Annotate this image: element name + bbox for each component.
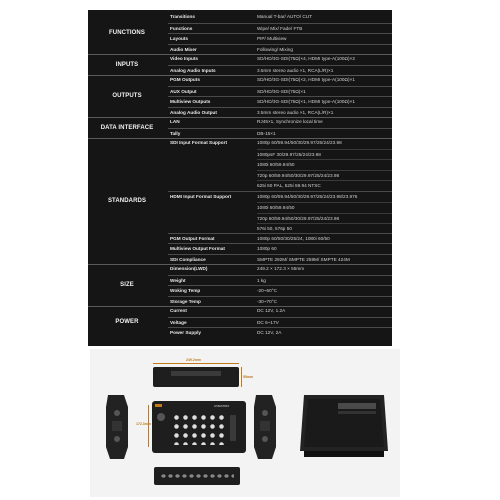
- spec-label: PGM Outputs: [170, 77, 200, 82]
- spec-label: Transitions: [170, 14, 196, 19]
- spec-row: [168, 12, 392, 23]
- depth-dimension-label: 172.3mm: [136, 422, 151, 426]
- spec-row: [168, 264, 392, 275]
- spec-label: Weight: [170, 277, 186, 283]
- section-title: OUTPUTS: [112, 93, 142, 99]
- spec-row: [168, 306, 392, 317]
- spec-value: 1080p 60/50/30/25/24, 1080i 60/50: [257, 235, 330, 241]
- spec-table: [88, 10, 392, 346]
- spec-value: 249.2 × 172.3 × 55mm: [257, 266, 305, 271]
- front-port-strip: [171, 371, 221, 376]
- jog-knob: [157, 413, 165, 421]
- spec-label: Multiview Output Format: [170, 246, 225, 251]
- section-title: DATA INTERFACE: [100, 124, 154, 131]
- section-title: POWER: [115, 318, 139, 325]
- spec-value: Wipe/ Mix/ Fade/ FTB: [257, 25, 303, 31]
- spec-label: Current: [170, 308, 187, 313]
- section-title: INPUTS: [115, 61, 139, 68]
- spec-row: [168, 327, 392, 339]
- spec-label: Analog Audio Output: [170, 109, 217, 115]
- spec-label: Tally: [170, 130, 181, 136]
- section-title: STANDARDS: [107, 198, 147, 204]
- spec-label: Video Inputs: [170, 56, 199, 61]
- spec-value: 720p 60/59.94/50/30/29.97/25/24/23.98: [257, 213, 392, 225]
- product-drawing: [90, 349, 400, 497]
- orange-accent: [155, 404, 162, 407]
- spec-value: -30~70°C: [257, 298, 277, 304]
- spec-row: [168, 75, 392, 86]
- spec-value: 3.5mm stereo audio ×1, RCA(L/R)×1: [257, 109, 334, 115]
- spec-label: Layouts: [170, 36, 188, 41]
- spec-label: HDMI Input Format Support: [170, 193, 232, 199]
- width-dimension-line: [153, 363, 239, 364]
- spec-value: 1 kg: [257, 277, 266, 283]
- brand-logo: AVMATRIX: [214, 404, 230, 408]
- spec-label: Audio Mixer: [170, 46, 197, 52]
- spec-label: SDI Compliance: [170, 256, 206, 262]
- device-right-side-view: [252, 393, 278, 461]
- section-title: SIZE: [120, 282, 134, 288]
- height-dimension-line: [241, 367, 242, 387]
- spec-value: 3.5mm stereo audio ×1, RCA(L/R)×1: [257, 67, 334, 73]
- spec-value: 576i 50, 576p 50: [257, 223, 392, 235]
- spec-row: [168, 54, 392, 65]
- section-title: FUNCTIONS: [109, 30, 145, 36]
- spec-value: 1080p 60/59.94/50/30/29.97/25/24/23.98/23.976: [257, 193, 358, 199]
- spec-row: [168, 117, 392, 128]
- spec-label: Analog Audio Inputs: [170, 67, 216, 73]
- spec-row: [168, 191, 392, 234]
- spec-label: PGM Output Format: [170, 235, 215, 241]
- spec-value: SD/HD/3G-SDI(75Ω)×2, HDMI type-A(100Ω)×1: [257, 77, 355, 82]
- spec-value: Following/ Mixing: [257, 46, 293, 52]
- spec-value: 1080i 60/59.94/50: [257, 202, 392, 214]
- spec-label: SDI Input Format Support: [170, 140, 228, 145]
- spec-value: SD/HD/3G-SDI(75Ω)×1, HDMI type-A(100Ω)×1: [257, 99, 355, 104]
- spec-value: PIP/ Multiview: [257, 36, 287, 41]
- spec-value: DC 12V, 2A: [257, 330, 282, 335]
- spec-row: [168, 138, 392, 191]
- device-front-view: [153, 367, 239, 387]
- spec-value: 720p 60/59.94/50/30/29.97/25/24/23.98: [257, 170, 392, 182]
- spec-label: Functions: [170, 25, 193, 31]
- spec-label: LAN: [170, 119, 180, 124]
- device-top-view: [152, 401, 246, 453]
- height-dimension-label: 55mm: [243, 375, 254, 379]
- spec-label: AUX Output: [170, 88, 197, 94]
- device-left-side-view: [104, 393, 130, 461]
- spec-label: Voltage: [170, 319, 187, 325]
- spec-label: Storage Temp: [170, 298, 201, 304]
- spec-value: 1080p 60/59.94/50/30/29.97/25/24/23.98: [257, 140, 342, 145]
- tbar-slider: [230, 415, 236, 441]
- spec-value: SD/HD/3G-SDI(75Ω)×1: [257, 88, 306, 94]
- rear-connector-strip: [160, 473, 234, 479]
- spec-value: DC 12V, 1.2A: [257, 308, 286, 313]
- spec-label: Power Supply: [170, 330, 201, 335]
- spec-label: Multiview Outputs: [170, 99, 211, 104]
- device-rear-view: [154, 467, 240, 485]
- spec-value: RJ45×1, Synchronize local time: [257, 119, 323, 124]
- spec-value: -20~60°C: [257, 288, 277, 293]
- spec-label: Woking Temp: [170, 288, 201, 293]
- spec-label: Dimension(LWD): [170, 266, 208, 271]
- spec-value: SMPTE 292M/ SMPTE 259M/ SMPTE 424M: [257, 256, 350, 262]
- spec-value: DC 6~17V: [257, 319, 279, 325]
- button-grid: [172, 413, 224, 445]
- spec-value: SD/HD/3G-SDI(75Ω)×4, HDMI type-A(100Ω)×2: [257, 56, 355, 61]
- spec-value: Manual T-bar/ AUTO/ CUT: [257, 14, 313, 19]
- width-dimension-label: 249.2mm: [186, 358, 201, 362]
- device-rear-perspective-view: [298, 391, 390, 461]
- spec-value: 1080i 60/59.94/50: [257, 159, 392, 171]
- spec-value: 1080p 60: [257, 246, 277, 251]
- spec-value: DB-15×1: [257, 130, 276, 136]
- depth-dimension-line: [148, 405, 149, 447]
- spec-value: 1080psF 30/29.97/25/24/23.98: [257, 149, 392, 161]
- spec-value: 625i 50 PAL, 525i 59.94 NTSC: [257, 180, 392, 192]
